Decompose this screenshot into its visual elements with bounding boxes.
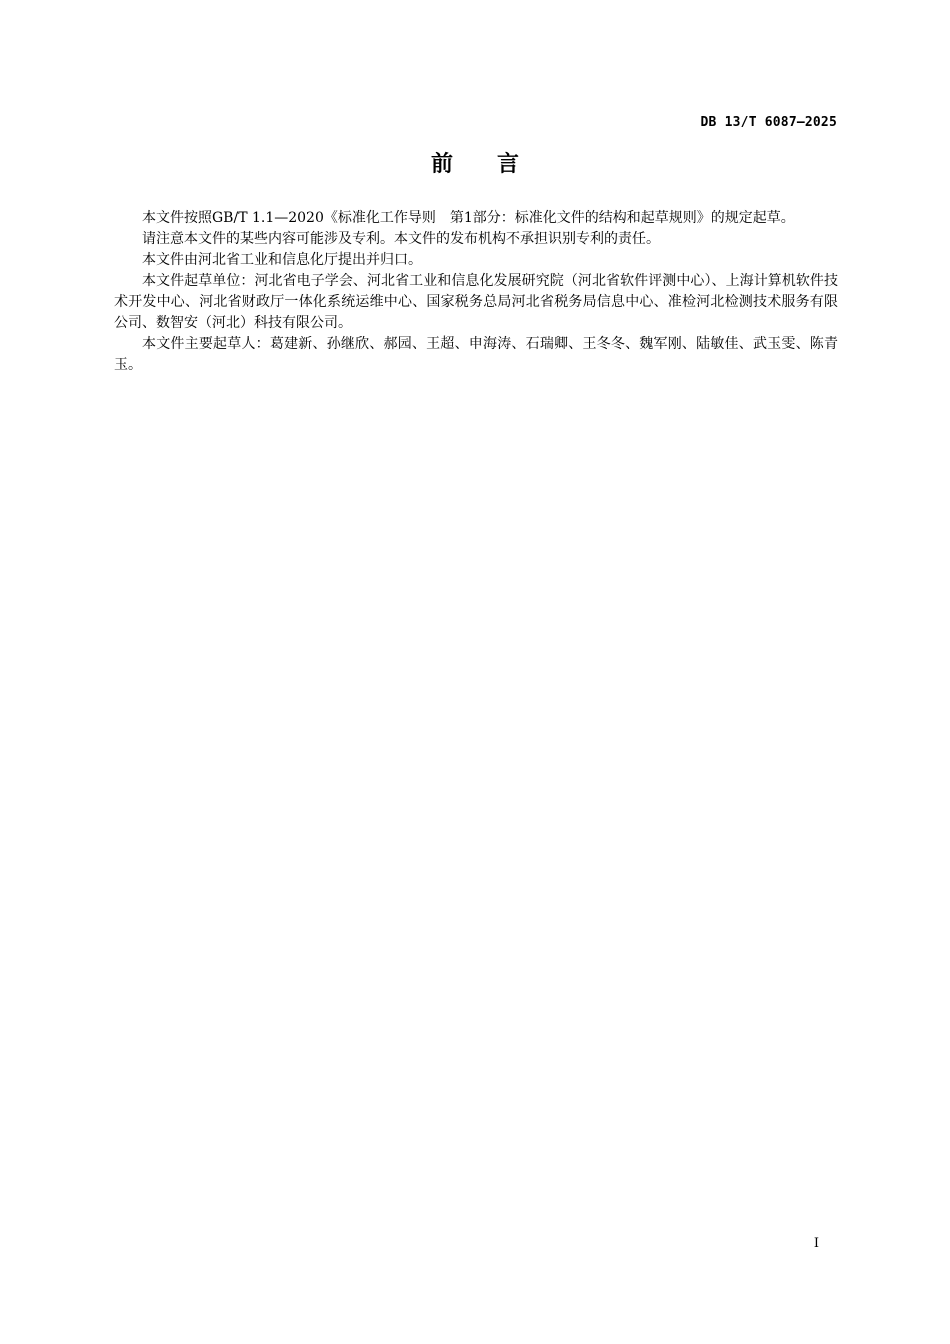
- paragraph-drafters: 本文件主要起草人：葛建新、孙继欣、郝园、王超、申海涛、石瑞卿、王冬冬、魏军刚、陆敏佳、武玉雯、陈青玉。: [114, 336, 838, 373]
- page-title: [0, 147, 950, 178]
- page-number: I: [813, 1236, 819, 1251]
- paragraph-drafting-rules: 本文件按照GB/T 1.1—2020《标准化工作导则 第1部分：标准化文件的结构和起草规则》的规定起草。: [142, 210, 795, 226]
- paragraph-patent-notice: 请注意本文件的某些内容可能涉及专利。本文件的发布机构不承担识别专利的责任。: [142, 231, 660, 247]
- foreword-body: [114, 208, 838, 376]
- page-title-char-2: 言: [497, 152, 520, 177]
- standard-code: DB 13/T 6087—2025: [700, 115, 837, 130]
- page-title-char-1: 前: [430, 152, 453, 177]
- paragraph-proposer: 本文件由河北省工业和信息化厅提出并归口。: [142, 252, 422, 268]
- paragraph-drafting-units: 本文件起草单位：河北省电子学会、河北省工业和信息化发展研究院（河北省软件评测中心）、上海计算机软件技术开发中心、河北省财政厅一体化系统运维中心、国家税务总局河北省税务局信息中心、准检河北检测技术服务有限公司、数智安（河北）科技有限公司。: [114, 273, 838, 331]
